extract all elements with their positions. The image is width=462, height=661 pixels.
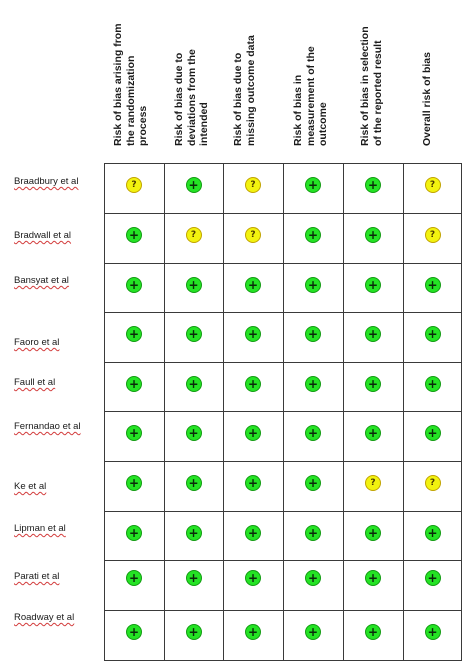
column-header-4-line1: Risk of bias in — [292, 74, 304, 146]
some-concerns-icon: ? — [126, 177, 142, 193]
column-header-1-line1: Risk of bias arising from — [112, 23, 124, 146]
study-name-text: Bansyat et al — [14, 275, 69, 286]
column-header-5-line2: of the reported result — [371, 40, 384, 146]
study-name-text: Braadbury et al — [14, 176, 79, 187]
low-risk-icon: + — [186, 177, 202, 193]
low-risk-icon: + — [126, 570, 142, 586]
grid-column-line — [164, 163, 165, 661]
low-risk-icon: + — [425, 570, 441, 586]
some-concerns-icon: ? — [245, 227, 261, 243]
low-risk-icon: + — [365, 177, 381, 193]
low-risk-icon: + — [305, 570, 321, 586]
low-risk-icon: + — [365, 624, 381, 640]
low-risk-icon: + — [365, 570, 381, 586]
low-risk-icon: + — [186, 326, 202, 342]
study-name-text: Fernandao et al — [14, 421, 81, 432]
low-risk-icon: + — [305, 326, 321, 342]
low-risk-icon: + — [305, 525, 321, 541]
grid-column-line — [104, 163, 105, 661]
low-risk-icon: + — [365, 326, 381, 342]
low-risk-icon: + — [245, 475, 261, 491]
low-risk-icon: + — [245, 277, 261, 293]
grid-column-line — [283, 163, 284, 661]
study-name — [14, 481, 46, 492]
study-name-text: Bradwall et al — [14, 230, 72, 241]
study-name-text: Faoro et al — [14, 337, 60, 348]
grid-column-line — [403, 163, 404, 661]
low-risk-icon: + — [126, 475, 142, 491]
some-concerns-icon: ? — [425, 227, 441, 243]
low-risk-icon: + — [305, 425, 321, 441]
low-risk-icon: + — [365, 227, 381, 243]
low-risk-icon: + — [305, 227, 321, 243]
column-header-2-line2: deviations from the — [185, 49, 198, 146]
low-risk-icon: + — [365, 376, 381, 392]
low-risk-icon: + — [245, 326, 261, 342]
some-concerns-icon: ? — [186, 227, 202, 243]
some-concerns-icon: ? — [425, 177, 441, 193]
low-risk-icon: + — [126, 376, 142, 392]
low-risk-icon: + — [186, 570, 202, 586]
low-risk-icon: + — [425, 624, 441, 640]
column-header-3-line2: missing outcome data — [244, 35, 257, 146]
some-concerns-icon: ? — [425, 475, 441, 491]
low-risk-icon: + — [425, 326, 441, 342]
low-risk-icon: + — [365, 277, 381, 293]
low-risk-icon: + — [186, 376, 202, 392]
study-name — [14, 421, 81, 432]
low-risk-icon: + — [245, 525, 261, 541]
low-risk-icon: + — [425, 376, 441, 392]
low-risk-icon: + — [305, 277, 321, 293]
low-risk-icon: + — [245, 570, 261, 586]
low-risk-icon: + — [245, 624, 261, 640]
column-headers — [0, 0, 462, 163]
low-risk-icon: + — [126, 624, 142, 640]
low-risk-icon: + — [425, 525, 441, 541]
some-concerns-icon: ? — [245, 177, 261, 193]
some-concerns-icon: ? — [365, 475, 381, 491]
column-header-1-line3: process — [137, 105, 149, 146]
study-name — [14, 230, 71, 241]
low-risk-icon: + — [425, 277, 441, 293]
low-risk-icon: + — [305, 624, 321, 640]
grid-column-line — [343, 163, 344, 661]
column-header-3-line1: Risk of bias due to — [232, 52, 244, 146]
grid-column-line — [223, 163, 224, 661]
column-header-5-line1: Risk of bias in selection — [359, 26, 371, 146]
low-risk-icon: + — [305, 177, 321, 193]
column-header-4-line3: outcome — [317, 102, 329, 146]
low-risk-icon: + — [126, 227, 142, 243]
low-risk-icon: + — [425, 425, 441, 441]
column-header-5 — [359, 0, 419, 163]
low-risk-icon: + — [245, 425, 261, 441]
study-name-text: Lipman et al — [14, 523, 66, 534]
risk-of-bias-table — [0, 163, 462, 661]
column-header-1-line2: the randomization — [124, 55, 137, 146]
low-risk-icon: + — [126, 425, 142, 441]
study-name — [14, 337, 59, 348]
low-risk-icon: + — [245, 376, 261, 392]
column-header-2-line3: intended — [198, 102, 210, 146]
low-risk-icon: + — [126, 326, 142, 342]
column-header-3 — [232, 0, 292, 163]
study-name — [14, 523, 66, 534]
low-risk-icon: + — [365, 525, 381, 541]
low-risk-icon: + — [186, 277, 202, 293]
low-risk-icon: + — [186, 525, 202, 541]
study-name — [14, 275, 69, 286]
column-header-4 — [292, 0, 352, 163]
low-risk-icon: + — [305, 475, 321, 491]
low-risk-icon: + — [126, 525, 142, 541]
study-name-text: Roadway et al — [14, 612, 75, 623]
column-header-2 — [173, 0, 233, 163]
low-risk-icon: + — [186, 624, 202, 640]
study-name — [14, 377, 55, 388]
study-name — [14, 176, 78, 187]
column-header-2-line1: Risk of bias due to — [173, 52, 185, 146]
low-risk-icon: + — [126, 277, 142, 293]
study-name — [14, 571, 59, 582]
study-name-text: Ke et al — [14, 481, 47, 492]
column-header-6 — [421, 0, 462, 163]
low-risk-icon: + — [186, 475, 202, 491]
low-risk-icon: + — [365, 425, 381, 441]
study-name-text: Faull et al — [14, 377, 56, 388]
column-header-4-line2: measurement of the — [304, 46, 317, 146]
column-header-6-line1: Overall risk of bias — [421, 52, 433, 146]
study-name — [14, 612, 74, 623]
low-risk-icon: + — [305, 376, 321, 392]
study-name-text: Parati et al — [14, 571, 60, 582]
low-risk-icon: + — [186, 425, 202, 441]
column-header-1 — [112, 0, 172, 163]
